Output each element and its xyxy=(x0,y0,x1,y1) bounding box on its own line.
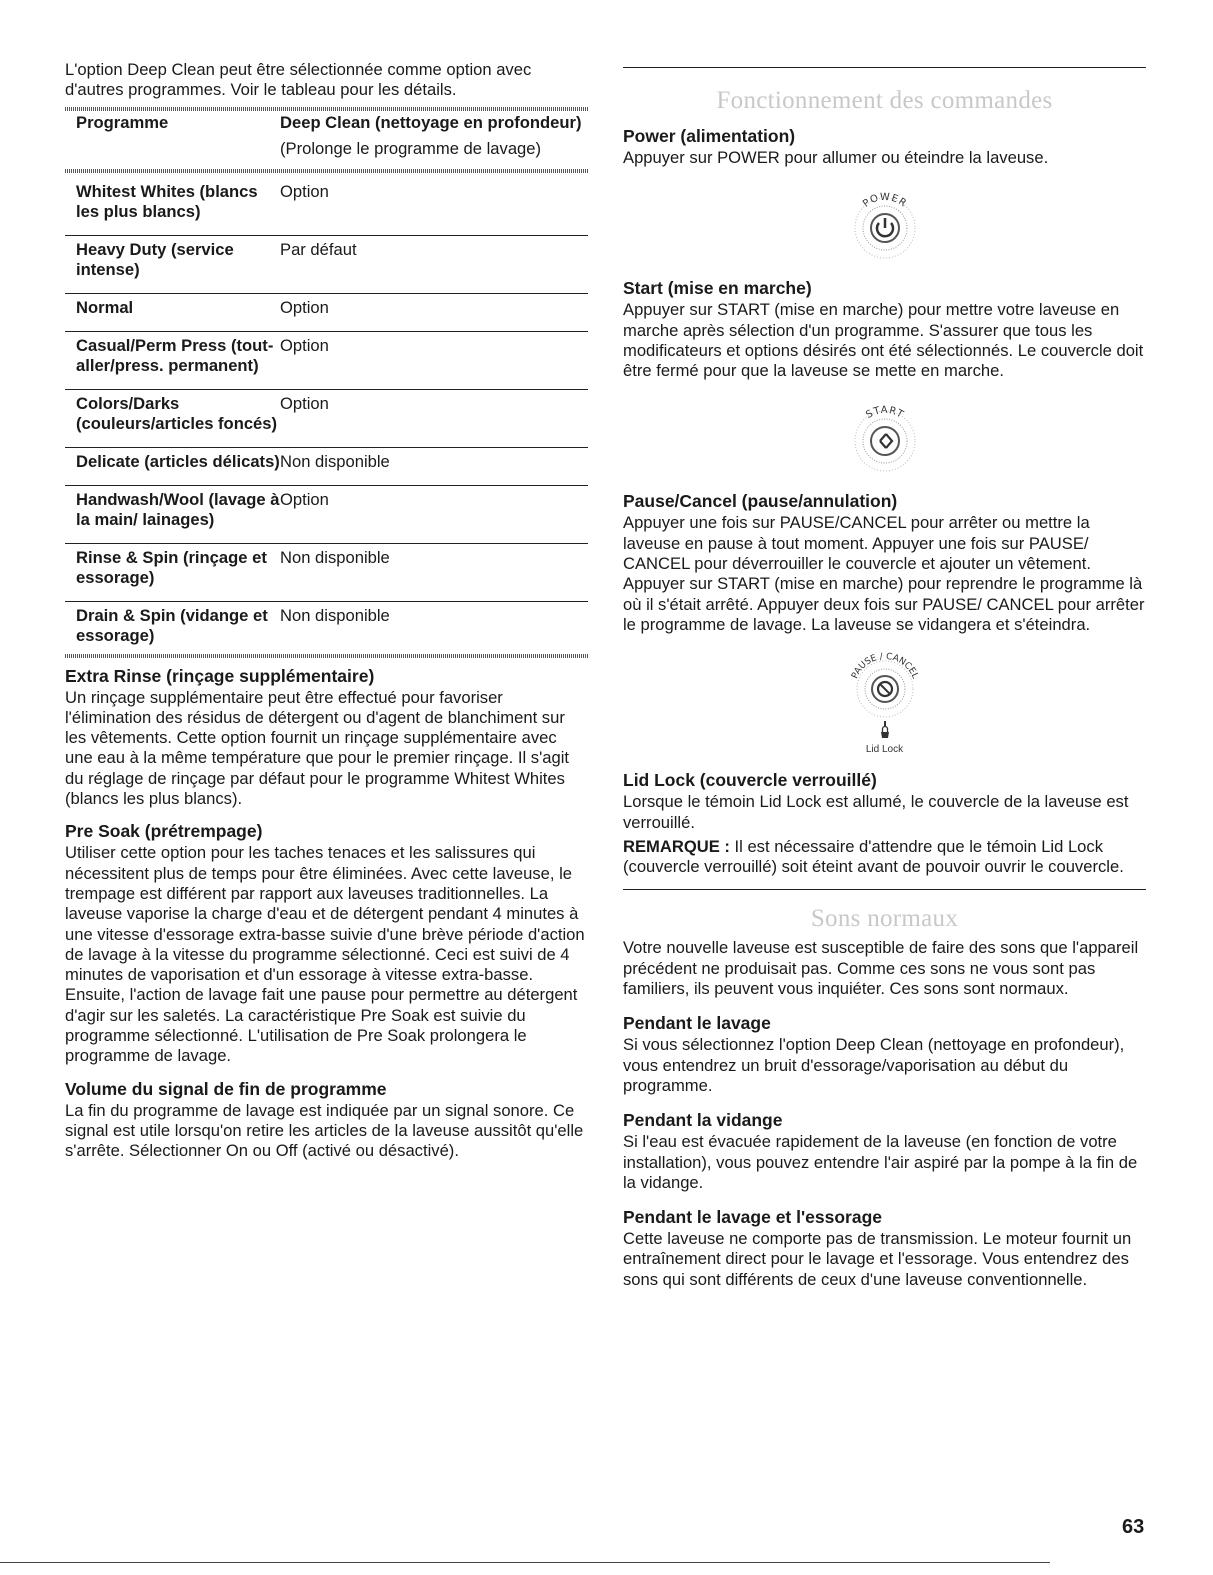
pause-body: Appuyer une fois sur PAUSE/CANCEL pour arrêter ou mettre la laveuse en pause à tout moment. Appuyer une fois sur PAUSE/ CANCEL pour déverrouiller le couvercle et ajouter un vêtement. Appuyer sur START (mise en marche) pour reprendre le programme là où il s'était arrêté. Appuyer deux fois sur PAUSE/ CANCEL pour arrêter le programme de lavage. La laveuse se vidangera et s'éteindra. xyxy=(623,513,1145,634)
table-cell-program: Delicate (articles délicats) xyxy=(76,451,280,471)
banner2-rule xyxy=(623,889,1146,890)
right-column xyxy=(623,60,1146,1290)
table-cell-program: Normal xyxy=(76,297,134,317)
table-cell-value: Option xyxy=(280,393,329,413)
sounds-intro: Votre nouvelle laveuse est susceptible de faire des sons que l'appareil précédent ne produisait pas. Comme ces sons ne vous sont pas familiers, ils peuvent vous inquiéter. Ces sons sont normaux. xyxy=(623,938,1139,999)
table-row xyxy=(65,485,588,543)
during-drain-body: Si l'eau est évacuée rapidement de la laveuse (en fonction de votre installation), vous pouvez entendre l'air aspiré par la pompe à la fin de la vidange. xyxy=(623,1132,1138,1192)
lid-lock-indicator-label: Lid Lock xyxy=(865,744,904,756)
lid-lock-note-body: Il est nécessaire d'attendre que le témoin Lid Lock (couvercle verrouillé) soit éteint avant de pouvoir ouvrir le couvercle. xyxy=(623,836,1124,877)
extra-rinse-body: Un rinçage supplémentaire peut être effectué pour favoriser l'élimination des résidus de détergent ou d'agent de blanchiment sur les vêtements. Cette option fournit un rinçage supplémentaire avec une eau à la même température que pour le premier rinçage. Il s'agit du réglage de rinçage par défaut pour le programme Whitest Whites (blancs les plus blancs). xyxy=(65,687,570,809)
left-column xyxy=(65,60,588,1162)
during-wash-section xyxy=(623,1013,1146,1096)
start-heading: Start (mise en marche) xyxy=(623,278,812,299)
table-cell-value: Non disponible xyxy=(280,605,390,625)
table-cell-value: Option xyxy=(280,297,329,317)
volume-body: La fin du programme de lavage est indiquée par un signal sonore. Ce signal est utile lorsqu'on retire les articles de la laveuse aussitôt qu'elle s'arrête. Sélectionner On ou Off (activé ou désactivé). xyxy=(65,1100,584,1161)
table-header-row xyxy=(65,111,588,169)
table-cell-program: Whitest Whites (blancs les plus blancs) xyxy=(76,181,258,221)
table-cell-value: Option xyxy=(280,335,329,355)
during-drain-section xyxy=(623,1110,1146,1193)
power-button-illustration xyxy=(840,172,930,272)
table-cell-program: Drain & Spin (vidange et essorage) xyxy=(76,605,268,645)
header-deep-clean xyxy=(280,111,588,169)
during-spin-heading: Pendant le lavage et l'essorage xyxy=(623,1207,882,1228)
header-deep-clean-subtitle: (Prolonge le programme de lavage) xyxy=(280,138,542,158)
table-cell-program: Rinse & Spin (rinçage et essorage) xyxy=(76,547,267,587)
table-cell-program: Handwash/Wool (lavage à la main/ lainages) xyxy=(76,489,280,529)
pre-soak-body: Utiliser cette option pour les taches tenaces et les salissures qui nécessitent plus de temps pour être éliminées. Avec cette laveuse, le trempage est différent par rapport aux laveuses traditionnelles. La laveuse vaporise la charge d'eau et de détergent pendant 4 minutes à une vitesse d'essorage extra-basse suivie d'une brève période d'action de lavage à la vitesse du programme sélectionné. Ceci est suivi de 4 minutes de vaporisation et d'un essorage à vitesse extra-basse. Ensuite, l'action de lavage fait une pause pour permettre au détergent d'agir sur les saletés. La caractéristique Pre Soak est suivie du programme sélectionné. L'utilisation de Pre Soak prolongera le programme de lavage. xyxy=(65,843,585,1066)
table-row xyxy=(65,389,588,447)
power-heading: Power (alimentation) xyxy=(623,126,796,146)
pause-section xyxy=(623,491,1146,756)
table-cell-program: Heavy Duty (service intense) xyxy=(76,239,234,279)
table-row xyxy=(65,447,588,485)
pre-soak-heading: Pre Soak (prétrempage) xyxy=(65,821,263,842)
table-cell-value: Non disponible xyxy=(280,451,390,471)
table-cell-value: Par défaut xyxy=(280,239,357,259)
power-icon xyxy=(840,172,930,272)
extra-rinse-section xyxy=(65,666,588,810)
table-row xyxy=(65,331,588,389)
volume-section xyxy=(65,1079,588,1162)
table-cell-value: Non disponible xyxy=(280,547,390,567)
start-icon xyxy=(840,385,930,485)
during-spin-body: Cette laveuse ne comporte pas de transmission. Le moteur fournit un entraînement direct pour le lavage et l'essorage. Vous entendrez des sons qui sont différents de ceux d'une laveuse conventionnelle. xyxy=(623,1229,1132,1289)
during-wash-heading: Pendant le lavage xyxy=(623,1013,771,1034)
table-row xyxy=(65,235,588,293)
table-cell-program: Colors/Darks (couleurs/articles foncés) xyxy=(76,393,278,433)
during-wash-body: Si vous sélectionnez l'option Deep Clean (nettoyage en profondeur), vous entendrez un bruit d'essorage/vaporisation au début du programme. xyxy=(623,1035,1125,1095)
power-body: Appuyer sur POWER pour allumer ou éteindre la laveuse. xyxy=(623,148,1049,167)
banner1-rule xyxy=(623,67,1146,68)
table-row xyxy=(65,543,588,601)
pause-button-label: PAUSE / CANCEL xyxy=(849,652,920,681)
lid-lock-note xyxy=(623,837,1146,878)
sounds-banner: Sons normaux xyxy=(810,905,959,933)
page-bottom-rule xyxy=(0,1562,1050,1563)
deep-clean-table xyxy=(65,111,588,654)
table-bottom-rule xyxy=(65,654,588,658)
svg-text:POWER xyxy=(861,192,909,210)
pause-button-illustration xyxy=(840,641,930,756)
extra-rinse-heading: Extra Rinse (rinçage supplémentaire) xyxy=(65,665,375,686)
start-button-label: START xyxy=(863,405,906,422)
controls-banner: Fonctionnement des commandes xyxy=(716,87,1053,114)
lid-lock-body: Lorsque le témoin Lid Lock est allumé, le couvercle de la laveuse est verrouillé. xyxy=(623,792,1129,832)
pause-heading: Pause/Cancel (pause/annulation) xyxy=(623,491,898,512)
header-programme: Programme xyxy=(76,112,169,132)
table-cell-program: Casual/Perm Press (tout-aller/press. permanent) xyxy=(76,335,274,375)
table-row xyxy=(65,293,588,331)
table-cell-value: Option xyxy=(280,489,329,509)
lid-lock-note-label: REMARQUE : xyxy=(623,836,730,856)
table-cell-value: Option xyxy=(280,181,329,201)
header-deep-clean-title: Deep Clean (nettoyage en profondeur) xyxy=(280,112,582,132)
table-row xyxy=(65,173,588,236)
power-button-label: POWER xyxy=(860,192,909,211)
table-body xyxy=(65,173,588,654)
volume-heading: Volume du signal de fin de programme xyxy=(65,1078,387,1099)
power-section xyxy=(623,126,1146,272)
during-drain-heading: Pendant la vidange xyxy=(623,1110,783,1131)
start-button-illustration xyxy=(840,385,930,485)
table-row xyxy=(65,601,588,654)
page-number: 63 xyxy=(1122,1516,1145,1538)
intro-text: L'option Deep Clean peut être sélectionnée comme option avec d'autres programmes. Voir le tableau pour les détails. xyxy=(65,60,532,100)
start-section xyxy=(623,278,1146,485)
pre-soak-section xyxy=(65,821,588,1066)
lid-lock-heading: Lid Lock (couvercle verrouillé) xyxy=(623,770,877,791)
start-body: Appuyer sur START (mise en marche) pour mettre votre laveuse en marche après sélection d'un programme. S'assurer que tous les modificateurs et options désirés ont été sélectionnés. Le couvercle doit être fermé pour que la laveuse se mette en marche. xyxy=(623,300,1144,381)
during-spin-section xyxy=(623,1207,1146,1290)
lid-lock-section xyxy=(623,770,1146,877)
pause-cancel-icon xyxy=(840,641,930,756)
